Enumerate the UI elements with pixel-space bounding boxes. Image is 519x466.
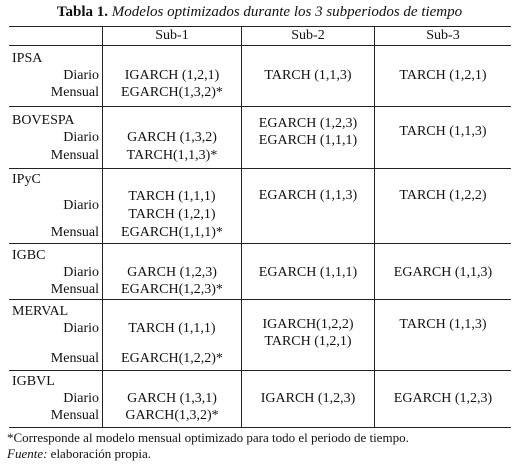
- index-name: IGBVL: [12, 374, 55, 389]
- sub2-model: EGARCH (1,1,3): [258, 188, 358, 203]
- label-diario: Diario: [63, 321, 99, 336]
- sub2-model: IGARCH(1,2,2): [262, 317, 354, 332]
- sub1-model: GARCH (1,2,3): [127, 265, 217, 280]
- sub2-model: EGARCH (1,1,1): [258, 265, 358, 280]
- sub1-model: TARCH (1,1,1): [128, 321, 216, 336]
- index-name: IPSA: [12, 51, 43, 66]
- header-sub-3: Sub-3: [426, 28, 460, 43]
- table-title: [0, 3, 519, 21]
- sub1-model: GARCH (1,3,1): [127, 391, 217, 406]
- table-caption: Modelos optimizados durante los 3 subperiodos de tiempo: [111, 4, 463, 20]
- label-diario: Diario: [63, 68, 99, 83]
- sub1-model: GARCH (1,3,2): [127, 130, 217, 145]
- table-notes: [7, 430, 409, 462]
- sub3-model: TARCH (1,2,1): [399, 68, 487, 83]
- index-name: BOVESPA: [12, 113, 75, 128]
- group-bovespa: [9, 107, 511, 169]
- header-row: [9, 27, 511, 46]
- models-table: [9, 26, 511, 428]
- group-ipsa: [9, 46, 511, 107]
- source-line: [7, 446, 409, 462]
- header-sub-2: Sub-2: [291, 28, 325, 43]
- sub2-model: IGARCH (1,2,3): [260, 391, 356, 406]
- sub2-model: EGARCH (1,2,3): [258, 116, 358, 131]
- sub3-model: EGARCH (1,2,3): [393, 391, 493, 406]
- label-mensual: Mensual: [50, 148, 99, 163]
- label-mensual: Mensual: [50, 351, 99, 366]
- sub1-model: EGARCH(1,3,2)*: [121, 85, 223, 100]
- label-diario: Diario: [63, 265, 99, 280]
- sub2-model: EGARCH (1,1,1): [258, 133, 358, 148]
- group-merval: [9, 300, 511, 371]
- label-mensual: Mensual: [50, 85, 99, 100]
- group-ipyc: [9, 169, 511, 244]
- sub1-model: EGARCH(1,1,1)*: [121, 225, 223, 240]
- index-name: IGBC: [12, 248, 46, 263]
- label-diario: Diario: [63, 198, 99, 213]
- label-diario: Diario: [63, 130, 99, 145]
- label-mensual: Mensual: [50, 282, 99, 297]
- sub1-model: TARCH (1,1,1): [128, 189, 216, 204]
- sub1-model: EGARCH(1,2,2)*: [121, 351, 223, 366]
- footnote: *Corresponde al modelo mensual optimizado para todo el periodo de tiempo.: [7, 430, 409, 445]
- header-sub-1: Sub-1: [155, 28, 189, 43]
- group-igbvl: [9, 371, 511, 427]
- index-name: MERVAL: [12, 304, 69, 319]
- sub1-model: GARCH(1,3,2)*: [125, 408, 219, 423]
- sub1-model: TARCH(1,1,3)*: [126, 148, 218, 163]
- label-diario: Diario: [63, 391, 99, 406]
- sub3-model: TARCH (1,2,2): [399, 188, 487, 203]
- sub3-model: TARCH (1,1,3): [399, 124, 487, 139]
- source-label: Fuente:: [7, 446, 48, 461]
- sub1-model: IGARCH (1,2,1): [124, 68, 220, 83]
- sub3-model: TARCH (1,1,3): [399, 317, 487, 332]
- sub3-model: EGARCH (1,1,3): [393, 265, 493, 280]
- sub2-model: TARCH (1,1,3): [264, 68, 352, 83]
- label-mensual: Mensual: [50, 408, 99, 423]
- sub2-model: TARCH (1,2,1): [264, 334, 352, 349]
- sub1-model: EGARCH(1,2,3)*: [121, 282, 223, 297]
- source-text: elaboración propia.: [50, 446, 152, 461]
- group-igbc: [9, 244, 511, 300]
- label-mensual: Mensual: [50, 225, 99, 240]
- index-name: IPyC: [12, 172, 41, 187]
- table-number: Tabla 1.: [56, 4, 108, 20]
- sub1-model: TARCH (1,2,1): [128, 207, 216, 222]
